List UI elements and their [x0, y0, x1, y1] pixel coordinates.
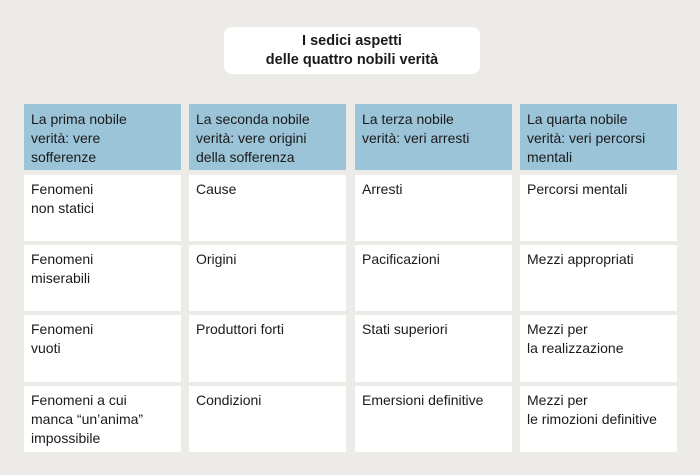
- aspect-cell: Produttori forti: [189, 315, 346, 382]
- title-line-1: I sedici aspetti: [302, 32, 402, 49]
- aspect-cell: Origini: [189, 245, 346, 311]
- aspect-cell: Pacificazioni: [355, 245, 512, 311]
- header-second-truth: La seconda nobile verità: vere origini della sofferenza: [189, 104, 346, 170]
- aspect-cell: Fenomeni vuoti: [24, 315, 181, 382]
- aspect-cell: Emersioni definitive: [355, 386, 512, 452]
- aspect-cell: Percorsi mentali: [520, 175, 677, 241]
- aspect-cell: Mezzi per le rimozioni definitive: [520, 386, 677, 452]
- diagram-title: [224, 27, 480, 74]
- aspect-cell: Fenomeni non statici: [24, 175, 181, 241]
- aspect-cell: Mezzi appropriati: [520, 245, 677, 311]
- aspect-cell: Fenomeni a cui manca “un’anima” impossibile: [24, 386, 181, 452]
- header-third-truth: La terza nobile verità: veri arresti: [355, 104, 512, 170]
- title-line-2: delle quattro nobili verità: [265, 51, 439, 68]
- truths-table: [24, 104, 676, 452]
- aspect-cell: Cause: [189, 175, 346, 241]
- aspect-cell: Arresti: [355, 175, 512, 241]
- aspect-cell: Stati superiori: [355, 315, 512, 382]
- header-first-truth: La prima nobile verità: vere sofferenze: [24, 104, 181, 170]
- header-fourth-truth: La quarta nobile verità: veri percorsi mentali: [520, 104, 677, 170]
- aspect-cell: Mezzi per la realizzazione: [520, 315, 677, 382]
- aspect-cell: Fenomeni miserabili: [24, 245, 181, 311]
- aspect-cell: Condizioni: [189, 386, 346, 452]
